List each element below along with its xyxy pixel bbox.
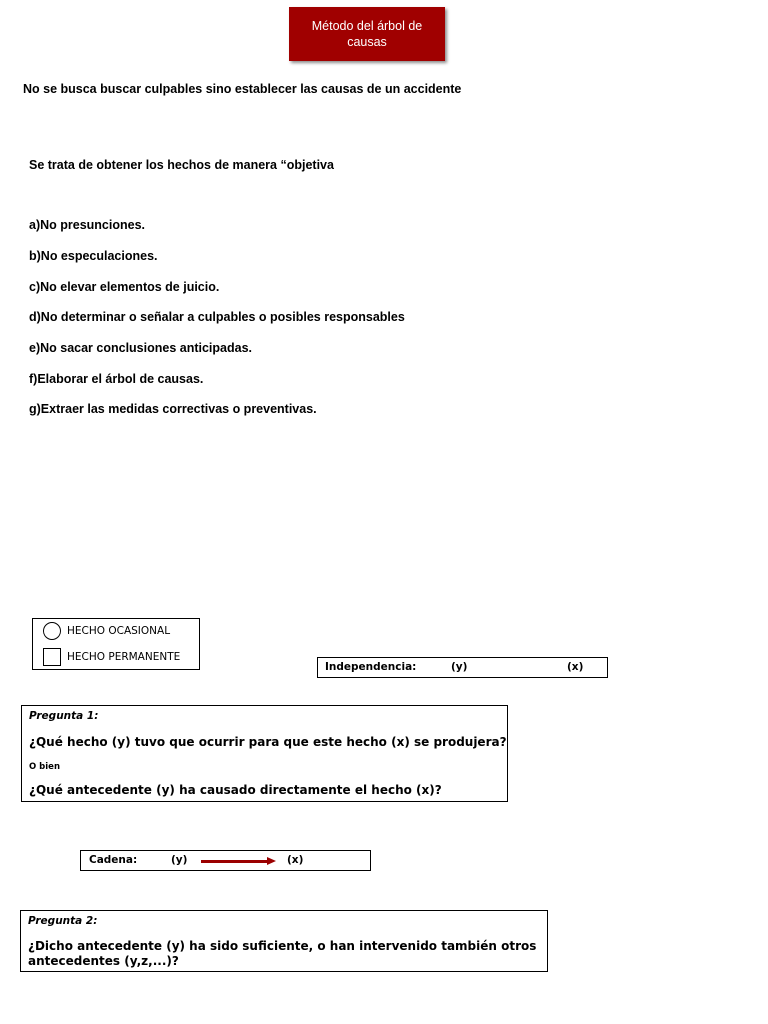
chain-y: (y) [171,854,188,866]
question1-text-b: ¿Qué antecedente (y) ha causado directamente el hecho (x)? [29,783,442,797]
square-icon [43,648,61,666]
chain-label: Cadena: [89,854,138,866]
chain-x: (x) [287,854,304,866]
question1-or: O bien [29,762,60,772]
chain-box [80,850,371,871]
legend-row-occasional [43,622,170,640]
rule-item-e: e)No sacar conclusiones anticipadas. [29,341,252,355]
question1-box [21,705,508,802]
chain-arrow-head-icon [267,857,276,865]
independence-label: Independencia: [325,661,417,673]
rule-item-c: c)No elevar elementos de juicio. [29,280,220,294]
legend-occasional-label: HECHO OCASIONAL [67,625,171,637]
rule-item-f: f)Elaborar el árbol de causas. [29,372,204,386]
question2-box [20,910,548,972]
legend-box [32,618,200,670]
objective-text: Se trata de obtener los hechos de manera “objetiva [29,158,334,172]
legend-row-permanent [43,648,180,666]
circle-icon [43,622,61,640]
intro-text: No se busca buscar culpables sino establecer las causas de un accidente [23,82,462,96]
rule-item-g: g)Extraer las medidas correctivas o preventivas. [29,402,317,416]
legend-permanent-label: HECHO PERMANENTE [67,651,181,663]
question2-line1: ¿Dicho antecedente (y) ha sido suficiente, o han intervenido también otros [28,939,537,953]
rule-item-b: b)No especulaciones. [29,249,158,263]
question1-text-a: ¿Qué hecho (y) tuvo que ocurrir para que este hecho (x) se produjera? [29,735,507,749]
question2-line2: antecedentes (y,z,...)? [28,954,179,968]
independence-x: (x) [567,661,584,673]
rule-item-d: d)No determinar o señalar a culpables o posibles responsables [29,310,405,324]
question1-heading: Pregunta 1: [29,710,99,722]
independence-box [317,657,608,678]
independence-y: (y) [451,661,468,673]
rule-item-a: a)No presunciones. [29,218,145,232]
title-banner [289,7,445,61]
question2-heading: Pregunta 2: [28,915,98,927]
chain-arrow-line [201,860,269,863]
title-text: Método del árbol de causas [311,19,423,49]
